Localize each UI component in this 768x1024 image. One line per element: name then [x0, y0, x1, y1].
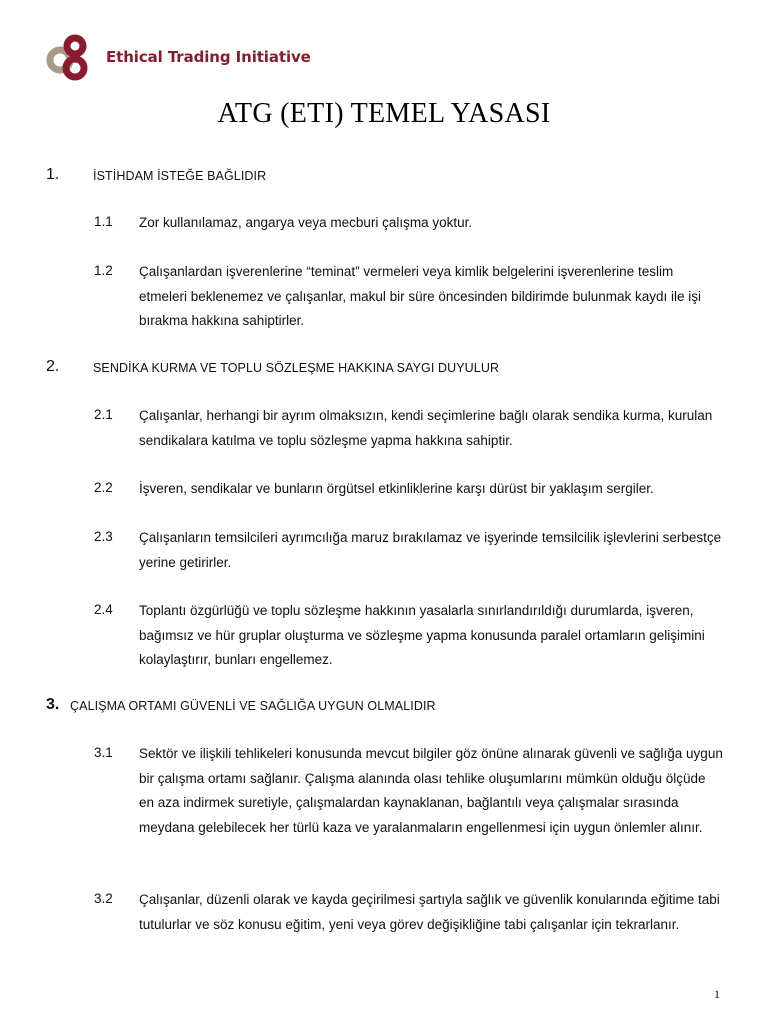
section-number: 2.: [46, 358, 60, 375]
section-number: 1.: [46, 166, 60, 183]
item-text: Çalışanlardan işverenlerine “teminat” vermeleri veya kimlik belgelerini işverenlerine teslim etmeleri beklenemez ve çalışanlar, makul bir süre öncesinden bildirimde bulunmak kaydı ile işi bırakma hakkına sahiptirler.: [139, 264, 702, 328]
section-heading: SENDİKA KURMA VE TOPLU SÖZLEŞME HAKKINA SAYGI DUYULUR: [93, 361, 500, 375]
eti-logo: [44, 34, 311, 82]
item-number: 2.2: [94, 480, 113, 495]
logo-text: Ethical Trading Initiative: [106, 48, 311, 66]
item-text: İşveren, sendikalar ve bunların örgütsel etkinliklerine karşı dürüst bir yaklaşım sergiler.: [139, 481, 654, 496]
item-text: Zor kullanılamaz, angarya veya mecburi çalışma yoktur.: [139, 215, 473, 230]
section-heading: ÇALIŞMA ORTAMI GÜVENLİ VE SAĞLIĞA UYGUN OLMALIDIR: [70, 699, 436, 713]
item-number: 2.3: [94, 529, 113, 544]
eti-logo-mark-icon: [44, 34, 96, 82]
section-number: 3.: [46, 696, 60, 713]
item-number: 3.2: [94, 891, 113, 906]
item-number: 2.4: [94, 602, 113, 617]
item-number: 3.1: [94, 745, 113, 760]
item-number: 1.2: [94, 263, 113, 278]
item-text: Sektör ve ilişkili tehlikeleri konusunda mevcut bilgiler göz önüne alınarak güvenli ve sağlığa uygun bir çalışma ortamı sağlanır. Çalışma alanında olası tehlike oluşumlarını mümkün olduğu ölçüde en aza indirmek suretiyle, çalışmalardan kaynaklanan, bağlantılı veya çalışmalar sırasında meydana gelebilecek her türlü kaza ve yaralanmaların engellenmesi için uygun önlemler alınır.: [139, 746, 723, 835]
item-text: Toplantı özgürlüğü ve toplu sözleşme hakkının yasalarla sınırlandırıldığı durumlarda, işveren, bağımsız ve hür gruplar oluşturma ve sözleşme yapma konusunda paralel ortamların gelişimini kolaylaştırır, bunları engellemez.: [139, 603, 705, 667]
section-heading: İSTİHDAM İSTEĞE BAĞLIDIR: [93, 169, 267, 183]
document-title: ATG (ETI) TEMEL YASASI: [217, 98, 551, 129]
item-text: Çalışanlar, herhangi bir ayrım olmaksızın, kendi seçimlerine bağlı olarak sendika kurma, kurulan sendikalara katılma ve toplu sözleşme yapma hakkına sahiptir.: [139, 408, 713, 448]
item-text: Çalışanların temsilcileri ayrımcılığa maruz bırakılamaz ve işyerinde temsilcilik işlevlerini serbestçe yerine getirirler.: [139, 530, 722, 570]
page-number: 1: [714, 987, 720, 1001]
item-number: 1.1: [94, 214, 113, 229]
item-number: 2.1: [94, 407, 113, 422]
item-text: Çalışanlar, düzenli olarak ve kayda geçirilmesi şartıyla sağlık ve güvenlik konularında eğitime tabi tutulurlar ve söz konusu eğitim, yeni veya görev değişikliğine tabi çalışanlar için tekrarlanır.: [139, 892, 720, 932]
